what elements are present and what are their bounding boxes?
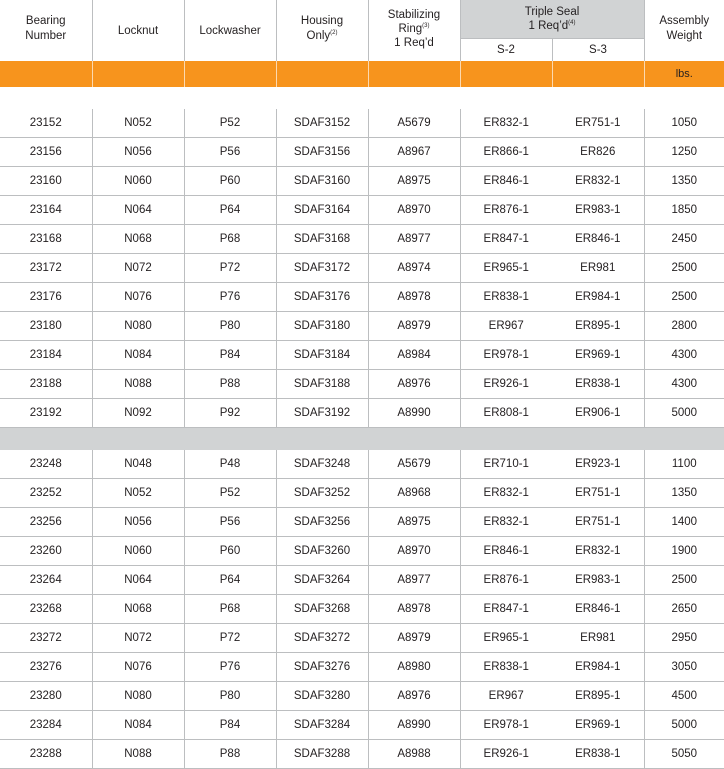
cell-stabilizing-ring: A8988 xyxy=(368,740,460,769)
cell-seal-s2: ER926-1 xyxy=(460,740,552,769)
table-row xyxy=(0,341,724,370)
cell-assembly-weight: 4300 xyxy=(644,370,724,399)
col-header-s2: S-2 xyxy=(460,39,552,62)
cell-housing: SDAF3176 xyxy=(276,283,368,312)
table-row xyxy=(0,399,724,428)
cell-housing: SDAF3276 xyxy=(276,653,368,682)
cell-locknut: N064 xyxy=(92,196,184,225)
cell-seal-s2: ER965-1 xyxy=(460,624,552,653)
cell-housing: SDAF3260 xyxy=(276,537,368,566)
table-row xyxy=(0,624,724,653)
cell-seal-s2: ER866-1 xyxy=(460,138,552,167)
cell-assembly-weight: 2500 xyxy=(644,566,724,595)
table-row xyxy=(0,537,724,566)
cell-seal-s3: ER826 xyxy=(552,138,644,167)
cell-seal-s2: ER978-1 xyxy=(460,341,552,370)
cell-locknut: N072 xyxy=(92,254,184,283)
cell-bearing-number: 23260 xyxy=(0,537,92,566)
cell-housing: SDAF3256 xyxy=(276,508,368,537)
cell-locknut: N092 xyxy=(92,399,184,428)
cell-lockwasher: P56 xyxy=(184,508,276,537)
cell-seal-s3: ER751-1 xyxy=(552,479,644,508)
table-row xyxy=(0,479,724,508)
cell-assembly-weight: 2500 xyxy=(644,254,724,283)
cell-lockwasher: P64 xyxy=(184,566,276,595)
cell-seal-s3: ER846-1 xyxy=(552,225,644,254)
table-row xyxy=(0,167,724,196)
cell-lockwasher: P76 xyxy=(184,653,276,682)
cell-seal-s3: ER895-1 xyxy=(552,682,644,711)
col-header-housing-only: Housing Only$^{(2)}$ xyxy=(276,0,368,61)
cell-lockwasher: P80 xyxy=(184,682,276,711)
table-row xyxy=(0,653,724,682)
cell-locknut: N052 xyxy=(92,479,184,508)
cell-stabilizing-ring: A5679 xyxy=(368,109,460,138)
cell-seal-s2: ER838-1 xyxy=(460,283,552,312)
cell-housing: SDAF3272 xyxy=(276,624,368,653)
cell-locknut: N056 xyxy=(92,508,184,537)
cell-bearing-number: 23256 xyxy=(0,508,92,537)
cell-bearing-number: 23276 xyxy=(0,653,92,682)
table-row xyxy=(0,508,724,537)
cell-seal-s3: ER846-1 xyxy=(552,595,644,624)
cell-locknut: N084 xyxy=(92,341,184,370)
cell-locknut: N052 xyxy=(92,109,184,138)
cell-lockwasher: P60 xyxy=(184,537,276,566)
cell-bearing-number: 23160 xyxy=(0,167,92,196)
cell-seal-s3: ER751-1 xyxy=(552,508,644,537)
cell-seal-s3: ER751-1 xyxy=(552,109,644,138)
cell-bearing-number: 23156 xyxy=(0,138,92,167)
cell-seal-s3: ER981 xyxy=(552,624,644,653)
cell-seal-s2: ER876-1 xyxy=(460,566,552,595)
cell-assembly-weight: 1250 xyxy=(644,138,724,167)
cell-housing: SDAF3180 xyxy=(276,312,368,341)
cell-seal-s2: ER978-1 xyxy=(460,711,552,740)
col-header-stabilizing-ring: Stabilizing Ring$^{(3)}$ 1 Req’d xyxy=(368,0,460,61)
cell-bearing-number: 23284 xyxy=(0,711,92,740)
cell-bearing-number: 23164 xyxy=(0,196,92,225)
cell-locknut: N048 xyxy=(92,450,184,479)
cell-locknut: N064 xyxy=(92,566,184,595)
cell-stabilizing-ring: A8980 xyxy=(368,653,460,682)
cell-housing: SDAF3280 xyxy=(276,682,368,711)
cell-lockwasher: P84 xyxy=(184,341,276,370)
cell-stabilizing-ring: A8977 xyxy=(368,225,460,254)
cell-stabilizing-ring: A8977 xyxy=(368,566,460,595)
cell-seal-s3: ER984-1 xyxy=(552,283,644,312)
cell-stabilizing-ring: A8970 xyxy=(368,537,460,566)
cell-lockwasher: P72 xyxy=(184,624,276,653)
cell-seal-s2: ER838-1 xyxy=(460,653,552,682)
cell-housing: SDAF3168 xyxy=(276,225,368,254)
cell-stabilizing-ring: A8984 xyxy=(368,341,460,370)
cell-seal-s2: ER965-1 xyxy=(460,254,552,283)
col-header-lockwasher: Lockwasher xyxy=(184,0,276,61)
cell-seal-s3: ER983-1 xyxy=(552,196,644,225)
cell-lockwasher: P92 xyxy=(184,399,276,428)
cell-stabilizing-ring: A8974 xyxy=(368,254,460,283)
col-header-triple-seal: Triple Seal 1 $Req’d^{(4)}$ xyxy=(460,0,644,39)
cell-stabilizing-ring: A8976 xyxy=(368,370,460,399)
cell-lockwasher: P88 xyxy=(184,740,276,769)
cell-seal-s2: ER846-1 xyxy=(460,167,552,196)
cell-bearing-number: 23180 xyxy=(0,312,92,341)
cell-bearing-number: 23280 xyxy=(0,682,92,711)
cell-lockwasher: P88 xyxy=(184,370,276,399)
cell-seal-s3: ER838-1 xyxy=(552,740,644,769)
group-separator xyxy=(0,428,724,451)
cell-locknut: N088 xyxy=(92,370,184,399)
cell-seal-s3: ER832-1 xyxy=(552,167,644,196)
cell-seal-s2: ER876-1 xyxy=(460,196,552,225)
cell-stabilizing-ring: A8990 xyxy=(368,711,460,740)
cell-seal-s2: ER926-1 xyxy=(460,370,552,399)
cell-housing: SDAF3172 xyxy=(276,254,368,283)
cell-stabilizing-ring: A8976 xyxy=(368,682,460,711)
col-header-s3: S-3 xyxy=(552,39,644,62)
cell-seal-s2: ER808-1 xyxy=(460,399,552,428)
cell-seal-s3: ER832-1 xyxy=(552,537,644,566)
table-row xyxy=(0,283,724,312)
cell-stabilizing-ring: A8968 xyxy=(368,479,460,508)
table-row xyxy=(0,682,724,711)
cell-locknut: N084 xyxy=(92,711,184,740)
col-header-bearing-number: Bearing Number xyxy=(0,0,92,61)
cell-locknut: N076 xyxy=(92,653,184,682)
cell-housing: SDAF3192 xyxy=(276,399,368,428)
cell-assembly-weight: 3050 xyxy=(644,653,724,682)
cell-bearing-number: 23184 xyxy=(0,341,92,370)
cell-assembly-weight: 1350 xyxy=(644,167,724,196)
cell-stabilizing-ring: A8978 xyxy=(368,595,460,624)
cell-assembly-weight: 4500 xyxy=(644,682,724,711)
cell-stabilizing-ring: A8990 xyxy=(368,399,460,428)
cell-bearing-number: 23152 xyxy=(0,109,92,138)
cell-housing: SDAF3248 xyxy=(276,450,368,479)
cell-bearing-number: 23252 xyxy=(0,479,92,508)
cell-bearing-number: 23192 xyxy=(0,399,92,428)
cell-seal-s2: ER967 xyxy=(460,682,552,711)
cell-seal-s2: ER846-1 xyxy=(460,537,552,566)
cell-stabilizing-ring: A8967 xyxy=(368,138,460,167)
cell-seal-s3: ER895-1 xyxy=(552,312,644,341)
cell-assembly-weight: 2650 xyxy=(644,595,724,624)
table-row xyxy=(0,312,724,341)
cell-assembly-weight: 5000 xyxy=(644,711,724,740)
cell-housing: SDAF3152 xyxy=(276,109,368,138)
cell-assembly-weight: 1400 xyxy=(644,508,724,537)
cell-locknut: N080 xyxy=(92,682,184,711)
cell-bearing-number: 23168 xyxy=(0,225,92,254)
cell-seal-s3: ER906-1 xyxy=(552,399,644,428)
cell-locknut: N068 xyxy=(92,225,184,254)
cell-seal-s3: ER969-1 xyxy=(552,711,644,740)
table-row xyxy=(0,225,724,254)
cell-housing: SDAF3188 xyxy=(276,370,368,399)
cell-bearing-number: 23264 xyxy=(0,566,92,595)
cell-stabilizing-ring: A8978 xyxy=(368,283,460,312)
cell-assembly-weight: 1100 xyxy=(644,450,724,479)
cell-seal-s2: ER832-1 xyxy=(460,508,552,537)
table-row xyxy=(0,566,724,595)
cell-lockwasher: P48 xyxy=(184,450,276,479)
cell-assembly-weight: 1050 xyxy=(644,109,724,138)
cell-lockwasher: P84 xyxy=(184,711,276,740)
cell-assembly-weight: 2450 xyxy=(644,225,724,254)
table-row xyxy=(0,711,724,740)
cell-housing: SDAF3268 xyxy=(276,595,368,624)
cell-seal-s2: ER847-1 xyxy=(460,225,552,254)
cell-seal-s2: ER967 xyxy=(460,312,552,341)
cell-seal-s3: ER983-1 xyxy=(552,566,644,595)
cell-locknut: N060 xyxy=(92,537,184,566)
cell-housing: SDAF3284 xyxy=(276,711,368,740)
cell-housing: SDAF3164 xyxy=(276,196,368,225)
cell-assembly-weight: 5000 xyxy=(644,399,724,428)
cell-locknut: N068 xyxy=(92,595,184,624)
cell-housing: SDAF3288 xyxy=(276,740,368,769)
cell-bearing-number: 23288 xyxy=(0,740,92,769)
cell-housing: SDAF3160 xyxy=(276,167,368,196)
cell-assembly-weight: 2500 xyxy=(644,283,724,312)
cell-assembly-weight: 1850 xyxy=(644,196,724,225)
cell-lockwasher: P52 xyxy=(184,479,276,508)
cell-seal-s2: ER847-1 xyxy=(460,595,552,624)
cell-seal-s3: ER981 xyxy=(552,254,644,283)
cell-seal-s2: ER832-1 xyxy=(460,479,552,508)
cell-stabilizing-ring: A8979 xyxy=(368,624,460,653)
table-row xyxy=(0,370,724,399)
cell-housing: SDAF3184 xyxy=(276,341,368,370)
cell-seal-s3: ER923-1 xyxy=(552,450,644,479)
col-header-locknut: Locknut xyxy=(92,0,184,61)
units-label: lbs. xyxy=(644,61,724,87)
cell-lockwasher: P80 xyxy=(184,312,276,341)
cell-assembly-weight: 1350 xyxy=(644,479,724,508)
cell-locknut: N072 xyxy=(92,624,184,653)
cell-bearing-number: 23188 xyxy=(0,370,92,399)
cell-stabilizing-ring: A8970 xyxy=(368,196,460,225)
units-row xyxy=(0,61,724,87)
cell-locknut: N076 xyxy=(92,283,184,312)
cell-assembly-weight: 2950 xyxy=(644,624,724,653)
table-row xyxy=(0,109,724,138)
cell-lockwasher: P72 xyxy=(184,254,276,283)
cell-lockwasher: P68 xyxy=(184,595,276,624)
cell-assembly-weight: 1900 xyxy=(644,537,724,566)
cell-stabilizing-ring: A8979 xyxy=(368,312,460,341)
cell-locknut: N056 xyxy=(92,138,184,167)
cell-stabilizing-ring: A8975 xyxy=(368,508,460,537)
cell-seal-s3: ER984-1 xyxy=(552,653,644,682)
table-row xyxy=(0,196,724,225)
cell-bearing-number: 23248 xyxy=(0,450,92,479)
cell-assembly-weight: 2800 xyxy=(644,312,724,341)
cell-assembly-weight: 4300 xyxy=(644,341,724,370)
col-header-assembly-weight: Assembly Weight xyxy=(644,0,724,61)
cell-lockwasher: P52 xyxy=(184,109,276,138)
cell-seal-s3: ER838-1 xyxy=(552,370,644,399)
cell-lockwasher: P64 xyxy=(184,196,276,225)
cell-lockwasher: P76 xyxy=(184,283,276,312)
table-row xyxy=(0,450,724,479)
cell-bearing-number: 23268 xyxy=(0,595,92,624)
table-row xyxy=(0,138,724,167)
cell-bearing-number: 23272 xyxy=(0,624,92,653)
cell-locknut: N080 xyxy=(92,312,184,341)
cell-stabilizing-ring: A5679 xyxy=(368,450,460,479)
cell-locknut: N088 xyxy=(92,740,184,769)
cell-housing: SDAF3264 xyxy=(276,566,368,595)
cell-housing: SDAF3252 xyxy=(276,479,368,508)
cell-lockwasher: P68 xyxy=(184,225,276,254)
cell-bearing-number: 23172 xyxy=(0,254,92,283)
cell-stabilizing-ring: A8975 xyxy=(368,167,460,196)
cell-bearing-number: 23176 xyxy=(0,283,92,312)
table-row xyxy=(0,254,724,283)
cell-housing: SDAF3156 xyxy=(276,138,368,167)
cell-assembly-weight: 5050 xyxy=(644,740,724,769)
table-row xyxy=(0,740,724,769)
cell-lockwasher: P56 xyxy=(184,138,276,167)
table-row xyxy=(0,595,724,624)
cell-seal-s3: ER969-1 xyxy=(552,341,644,370)
cell-lockwasher: P60 xyxy=(184,167,276,196)
cell-seal-s2: ER710-1 xyxy=(460,450,552,479)
cell-locknut: N060 xyxy=(92,167,184,196)
cell-seal-s2: ER832-1 xyxy=(460,109,552,138)
